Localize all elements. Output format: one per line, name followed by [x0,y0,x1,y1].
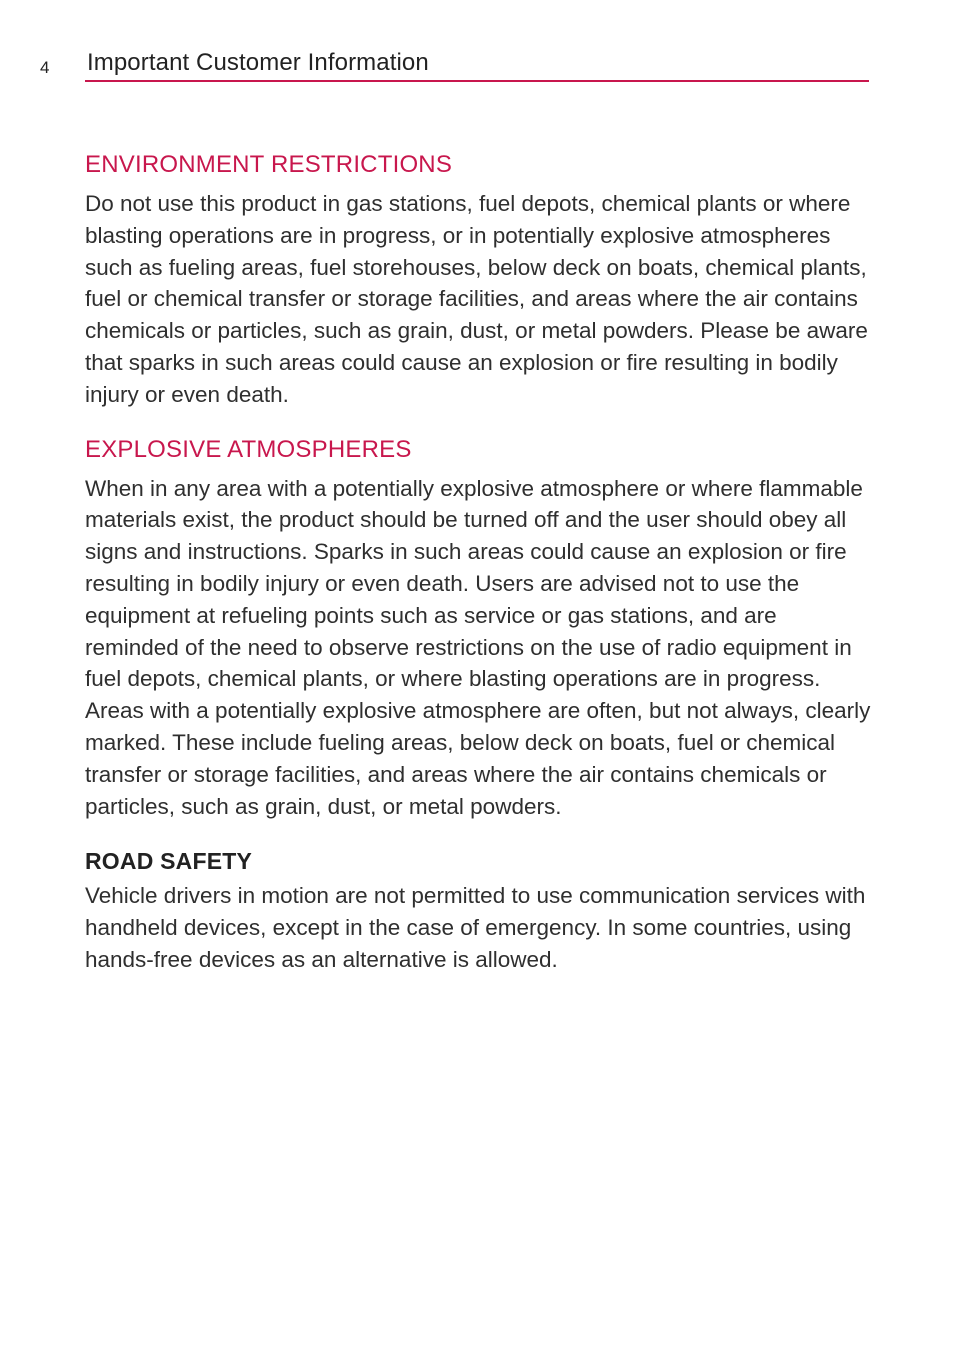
section-paragraph: When in any area with a potentially explosive atmosphere or where flammable materials exist, the product should be turned off and the user should obey all signs and instructions. Sparks in such areas could cause an explosion or fire resulting in bodily injury or even death. Users are advised not to use the equipment at refueling points such as service or gas stations, and are reminded of the need to observe restrictions on the use of radio equipment in fuel depots, chemical plants, or where blasting operations are in progress. Areas with a potentially explosive atmosphere are often, but not always, clearly marked. These include fueling areas, below deck on boats, fuel or chemical transfer or storage facilities, and areas where the air contains chemicals or particles, such as grain, dust, or metal powders. [85,475,871,819]
section-paragraph: Do not use this product in gas stations, fuel depots, chemical plants or where blasting operations are in progress, or in potentially explosive atmospheres such as fueling areas, fuel storehouses, below deck on boats, chemical plants, fuel or chemical transfer or storage facilities, and areas where the air contains chemicals or particles, such as grain, dust, or metal powders. Please be aware that sparks in such areas could cause an explosion or fire resulting in bodily injury or even death. [85,191,868,407]
section-paragraph: Vehicle drivers in motion are not permitted to use communication services with handheld devices, except in the case of emergency. In some countries, using hands-free devices as an alternative is allowed. [85,883,866,972]
section-environment-restrictions [85,148,875,411]
document-body [85,148,875,998]
section-road-safety [85,844,875,975]
header-divider [85,80,869,82]
page-header-title: Important Customer Information [87,49,429,76]
page-number: 4 [40,58,50,77]
section-heading: ROAD SAFETY [85,848,253,875]
section-heading: EXPLOSIVE ATMOSPHERES [85,435,412,463]
section-explosive-atmospheres [85,433,875,823]
section-heading: ENVIRONMENT RESTRICTIONS [85,151,453,178]
